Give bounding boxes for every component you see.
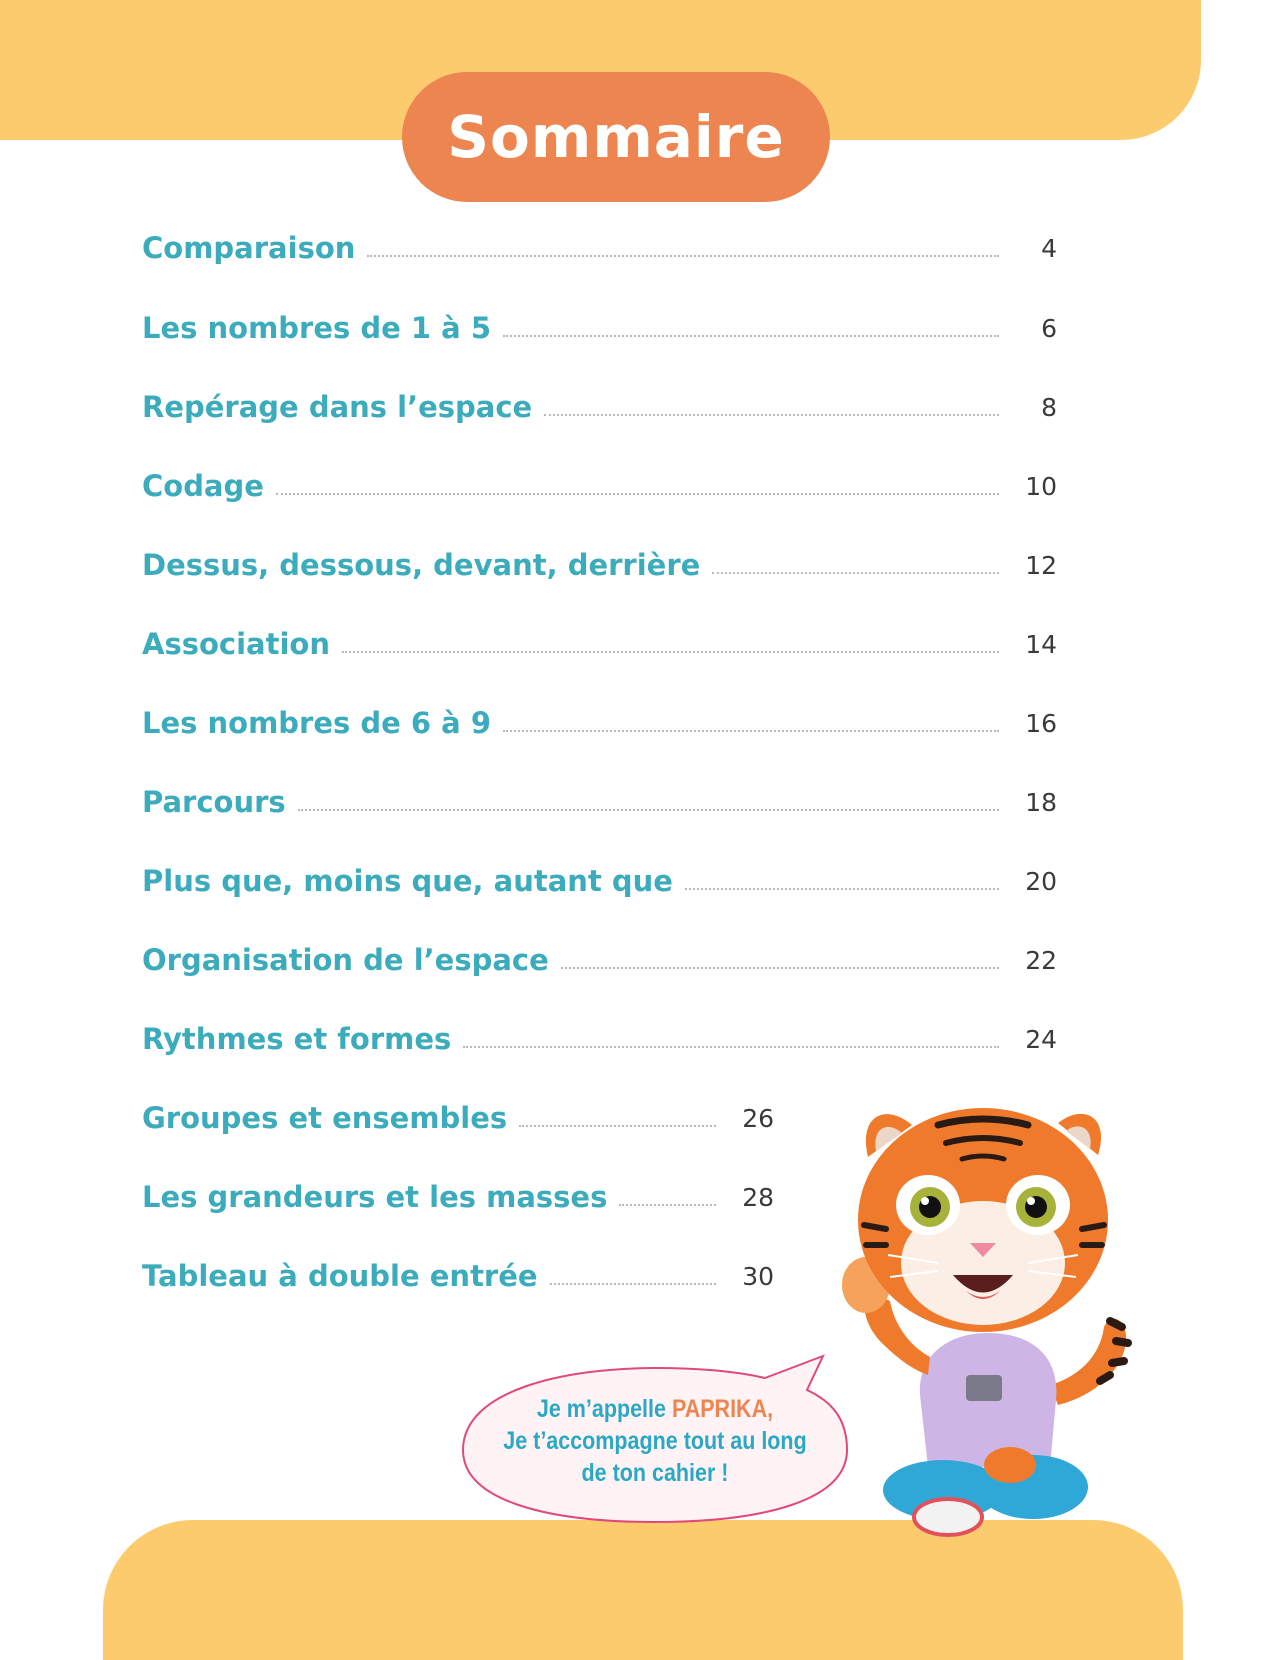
toc-dot-leader xyxy=(503,335,999,337)
toc-entry[interactable] xyxy=(142,1256,774,1296)
toc-entry-page: 28 xyxy=(742,1182,774,1212)
toc-entry-page: 10 xyxy=(1025,471,1057,501)
toc-entry-label: Tableau à double entrée xyxy=(142,1259,538,1293)
toc-dot-leader xyxy=(544,414,999,416)
toc-entry-label: Plus que, moins que, autant que xyxy=(142,864,673,898)
toc-entry-label: Rythmes et formes xyxy=(142,1022,452,1056)
toc-dot-leader xyxy=(712,572,999,574)
toc-entry-page: 6 xyxy=(1041,313,1057,343)
toc-dot-leader xyxy=(561,967,999,969)
toc-entry-page: 26 xyxy=(742,1103,774,1133)
toc-entry[interactable] xyxy=(142,1098,774,1138)
toc-entry[interactable] xyxy=(142,861,1057,901)
toc-entry[interactable] xyxy=(142,940,1057,980)
toc-entry[interactable] xyxy=(142,545,1057,585)
toc-entry-label: Les grandeurs et les masses xyxy=(142,1180,608,1214)
toc-dot-leader xyxy=(503,730,999,732)
page-title: Sommaire xyxy=(447,103,785,171)
toc-dot-leader xyxy=(276,493,999,495)
toc-entry[interactable] xyxy=(142,624,1057,664)
toc-dot-leader xyxy=(298,809,999,811)
toc-entry-label: Les nombres de 6 à 9 xyxy=(142,706,492,740)
toc-entry-page: 18 xyxy=(1025,787,1057,817)
toc-dot-leader xyxy=(519,1125,716,1127)
toc-entry-page: 30 xyxy=(742,1261,774,1291)
toc-entry-page: 14 xyxy=(1025,629,1057,659)
toc-entry-page: 20 xyxy=(1025,866,1057,896)
mascot-name: PAPRIKA, xyxy=(671,1395,774,1423)
toc-dot-leader xyxy=(550,1283,716,1285)
toc-entry[interactable] xyxy=(142,228,1057,268)
toc-entry-page: 16 xyxy=(1025,708,1057,738)
toc-entry-page: 22 xyxy=(1025,945,1057,975)
toc-entry-label: Groupes et ensembles xyxy=(142,1101,508,1135)
toc-entry[interactable] xyxy=(142,387,1057,427)
toc-entry-label: Association xyxy=(142,627,330,661)
speech-bubble-text xyxy=(496,1393,814,1489)
toc-entry-label: Organisation de l’espace xyxy=(142,943,549,977)
toc-dot-leader xyxy=(463,1046,999,1048)
toc-entry-label: Dessus, dessous, devant, derrière xyxy=(142,548,701,582)
bubble-line1-prefix: Je m’appelle xyxy=(536,1395,672,1423)
title-pill xyxy=(402,72,830,202)
toc-entry-page: 24 xyxy=(1025,1024,1057,1054)
toc-entry[interactable] xyxy=(142,308,1057,348)
toc-entry[interactable] xyxy=(142,466,1057,506)
bubble-line3: de ton cahier ! xyxy=(581,1459,729,1487)
toc-entry[interactable] xyxy=(142,703,1057,743)
toc-entry[interactable] xyxy=(142,782,1057,822)
toc-dot-leader xyxy=(367,255,999,257)
toc-entry-label: Codage xyxy=(142,469,264,503)
tiger-cub-icon xyxy=(828,1095,1148,1545)
toc-entry-page: 4 xyxy=(1041,233,1057,263)
bubble-line2: Je t’accompagne tout au long xyxy=(503,1427,807,1455)
toc-dot-leader xyxy=(342,651,999,653)
toc-dot-leader xyxy=(619,1204,716,1206)
toc-entry-page: 12 xyxy=(1025,550,1057,580)
toc-dot-leader xyxy=(685,888,999,890)
toc-entry-label: Parcours xyxy=(142,785,286,819)
toc-entry-label: Comparaison xyxy=(142,231,356,265)
toc-entry-label: Les nombres de 1 à 5 xyxy=(142,311,492,345)
toc-entry-label: Repérage dans l’espace xyxy=(142,390,533,424)
toc-entry-page: 8 xyxy=(1041,392,1057,422)
toc-entry[interactable] xyxy=(142,1019,1057,1059)
toc-entry[interactable] xyxy=(142,1177,774,1217)
